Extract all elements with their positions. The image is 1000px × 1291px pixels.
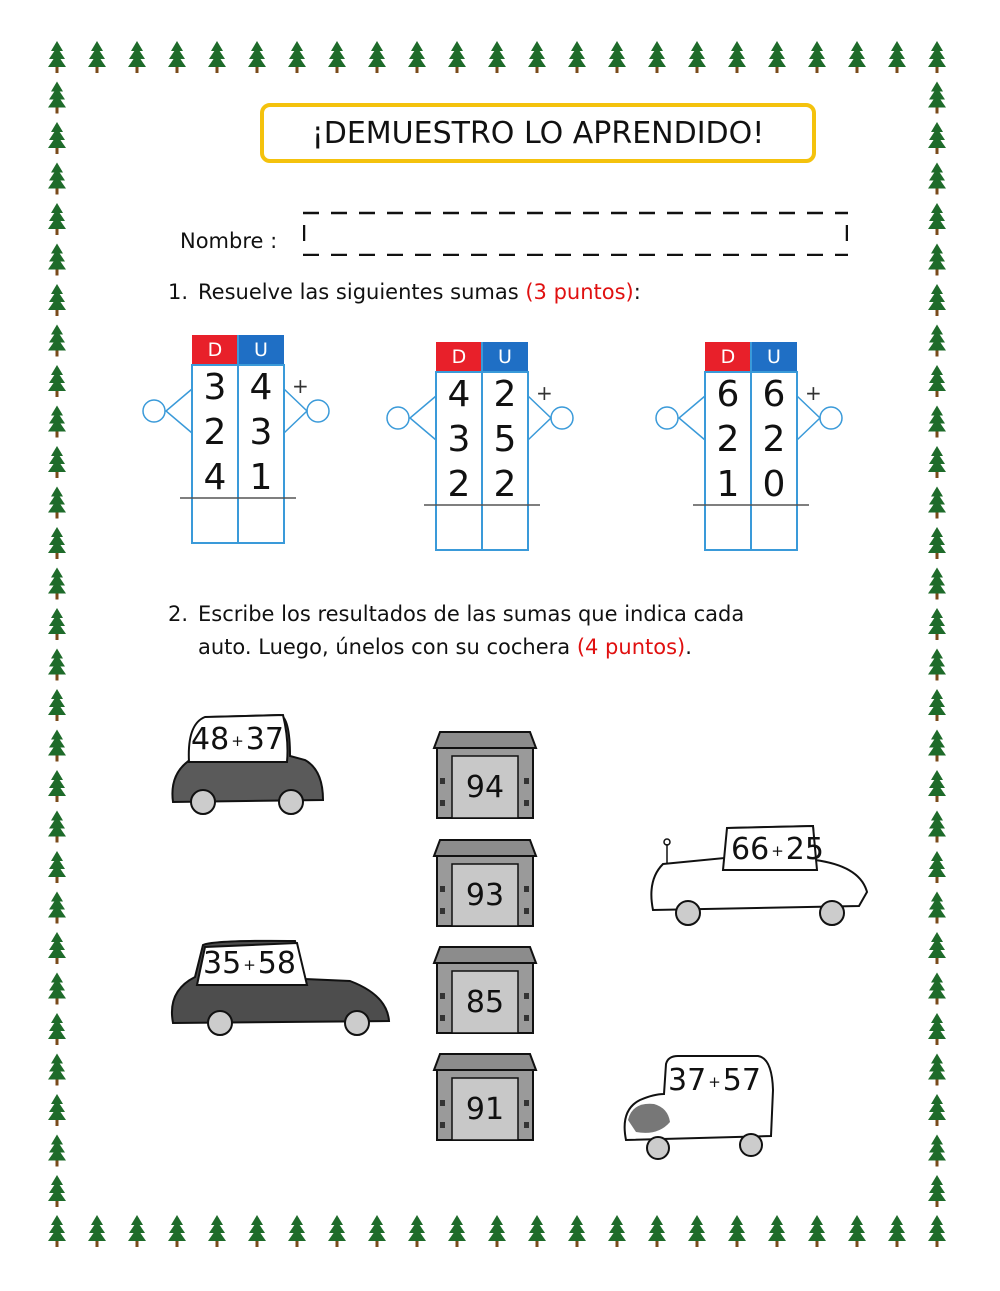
tree-icon — [328, 41, 346, 73]
car-4-a: 37 — [668, 1063, 707, 1098]
sum-table — [192, 335, 309, 545]
tree-icon — [48, 851, 66, 883]
tree-icon — [368, 41, 386, 73]
tree-icon — [928, 973, 946, 1005]
tree-icon — [928, 851, 946, 883]
tree-icon — [928, 163, 946, 195]
question-2-line1: Escribe los resultados de las sumas que indica cada — [198, 602, 745, 626]
tree-icon — [288, 41, 306, 73]
carry-left[interactable] — [387, 396, 436, 440]
question-1-label: Resuelve las siguientes sumas — [198, 280, 526, 304]
answer-units-cell[interactable] — [753, 508, 795, 548]
question-2-line2: auto. Luego, únelos con su cochera — [198, 635, 577, 659]
tree-icon — [48, 203, 66, 235]
units-digit: 2 — [762, 418, 786, 460]
tree-icon — [648, 41, 666, 73]
tree-icon — [928, 689, 946, 721]
tens-header: D — [192, 335, 238, 365]
tens-header: D — [436, 342, 482, 372]
tree-icon — [928, 568, 946, 600]
tens-digit: 3 — [447, 418, 471, 460]
tree-icon — [48, 1175, 66, 1207]
tree-icon — [768, 41, 786, 73]
tree-icon — [48, 973, 66, 1005]
tree-icon — [928, 325, 946, 357]
tree-icon — [928, 730, 946, 762]
tree-icon — [168, 41, 186, 73]
tree-icon — [928, 892, 946, 924]
car-4-b: 57 — [722, 1063, 761, 1098]
tree-icon — [128, 1215, 146, 1247]
tree-icon — [928, 1215, 946, 1247]
tens-digit: 3 — [203, 366, 227, 408]
page-title: ¡DEMUESTRO LO APRENDIDO! — [311, 115, 765, 151]
tree-icon — [48, 244, 66, 276]
tree-icon — [928, 649, 946, 681]
tree-icon — [48, 365, 66, 397]
tree-icon — [48, 284, 66, 316]
answer-units-cell[interactable] — [484, 508, 526, 548]
tree-icon — [928, 487, 946, 519]
tree-icon — [928, 284, 946, 316]
tree-icon — [928, 244, 946, 276]
units-digit: 1 — [249, 456, 273, 498]
tree-icon — [208, 41, 226, 73]
garage-number: 93 — [460, 876, 510, 914]
units-header: U — [751, 342, 797, 372]
tens-digit: 4 — [203, 456, 227, 498]
tree-icon — [808, 1215, 826, 1247]
units-digit: 6 — [762, 373, 786, 415]
tree-icon — [408, 1215, 426, 1247]
tree-icon — [568, 41, 586, 73]
tree-icon — [928, 608, 946, 640]
garage-number: 91 — [460, 1090, 510, 1128]
tree-icon — [368, 1215, 386, 1247]
tree-icon — [928, 770, 946, 802]
tree-icon — [48, 1054, 66, 1086]
sum-table — [705, 342, 822, 552]
tree-icon — [248, 1215, 266, 1247]
tree-icon — [888, 1215, 906, 1247]
units-digit: 0 — [762, 463, 786, 505]
tree-icon — [48, 163, 66, 195]
car-3-a: 35 — [203, 946, 242, 981]
tree-icon — [928, 1094, 946, 1126]
question-1 — [168, 276, 868, 310]
question-2-number: 2. — [168, 602, 189, 626]
tree-icon — [848, 41, 866, 73]
car-1-a: 48 — [191, 722, 230, 757]
tree-icon — [48, 82, 66, 114]
tree-icon — [408, 41, 426, 73]
tree-icon — [928, 406, 946, 438]
plus-icon: + — [536, 381, 553, 405]
nombre-label: Nombre : — [180, 229, 278, 253]
tree-icon — [48, 568, 66, 600]
car-3-label — [203, 946, 296, 981]
tree-icon — [48, 325, 66, 357]
tree-icon — [48, 1135, 66, 1167]
tree-icon — [728, 41, 746, 73]
units-header: U — [482, 342, 528, 372]
tens-header: D — [705, 342, 751, 372]
tens-digit: 2 — [447, 463, 471, 505]
tens-digit: 2 — [716, 418, 740, 460]
tree-icon — [448, 41, 466, 73]
tree-icon — [528, 41, 546, 73]
plus-icon: + — [805, 381, 822, 405]
answer-units-cell[interactable] — [240, 501, 282, 541]
question-2-text — [198, 598, 744, 664]
nombre-input[interactable] — [303, 211, 848, 256]
question-1-points: (3 puntos) — [525, 280, 634, 304]
units-digit: 3 — [249, 411, 273, 453]
tree-icon — [928, 1013, 946, 1045]
units-digit: 5 — [493, 418, 517, 460]
answer-tens-cell[interactable] — [707, 508, 749, 548]
tens-digit: 1 — [716, 463, 740, 505]
page-title-box — [260, 103, 816, 163]
plus-icon: + — [771, 841, 784, 860]
car-2-a: 66 — [731, 832, 770, 867]
tree-icon — [48, 487, 66, 519]
tree-icon — [848, 1215, 866, 1247]
tree-icon — [928, 1135, 946, 1167]
question-2-points: (4 puntos) — [576, 635, 686, 659]
tree-icon — [688, 41, 706, 73]
tree-icon — [688, 1215, 706, 1247]
tree-icon — [568, 1215, 586, 1247]
units-digit: 2 — [493, 463, 517, 505]
tree-icon — [128, 41, 146, 73]
tree-icon — [48, 811, 66, 843]
tree-icon — [928, 41, 946, 73]
tree-icon — [48, 649, 66, 681]
tree-icon — [48, 1013, 66, 1045]
sum-table — [436, 342, 553, 552]
tree-icon — [488, 41, 506, 73]
tree-icon — [48, 770, 66, 802]
question-2-suffix: . — [685, 635, 692, 659]
tree-icon — [648, 1215, 666, 1247]
plus-icon: + — [292, 374, 309, 398]
tree-icon — [928, 365, 946, 397]
tree-icon — [48, 1215, 66, 1247]
carry-left[interactable] — [143, 389, 192, 433]
tree-icon — [248, 41, 266, 73]
tree-icon — [928, 932, 946, 964]
question-1-number: 1. — [168, 280, 189, 304]
question-1-suffix: : — [633, 280, 641, 304]
tree-icon — [48, 730, 66, 762]
tree-icon — [808, 41, 826, 73]
plus-icon: + — [243, 955, 256, 974]
tree-icon — [48, 1094, 66, 1126]
car-2-b: 25 — [785, 832, 824, 867]
units-header: U — [238, 335, 284, 365]
tree-icon — [728, 1215, 746, 1247]
tree-icon — [888, 41, 906, 73]
tree-icon — [928, 122, 946, 154]
tree-icon — [208, 1215, 226, 1247]
tree-icon — [768, 1215, 786, 1247]
tree-icon — [328, 1215, 346, 1247]
tree-icon — [48, 932, 66, 964]
plus-icon: + — [708, 1072, 721, 1091]
car-1-label — [191, 722, 284, 757]
tree-icon — [928, 1175, 946, 1207]
plus-icon: + — [231, 731, 244, 750]
tree-icon — [48, 122, 66, 154]
tree-icon — [928, 527, 946, 559]
car-3-b: 58 — [257, 946, 296, 981]
tree-icon — [928, 1054, 946, 1086]
tree-icon — [168, 1215, 186, 1247]
tree-icon — [928, 446, 946, 478]
tree-icon — [48, 689, 66, 721]
question-1-text — [198, 276, 641, 309]
tree-icon — [88, 1215, 106, 1247]
car-2-label — [731, 832, 824, 867]
tens-digit: 6 — [716, 373, 740, 415]
car-1-b: 37 — [245, 722, 284, 757]
tree-icon — [928, 811, 946, 843]
tree-icon — [928, 203, 946, 235]
tree-icon — [488, 1215, 506, 1247]
answer-tens-cell[interactable] — [438, 508, 480, 548]
tree-icon — [48, 41, 66, 73]
tree-icon — [88, 41, 106, 73]
tree-icon — [448, 1215, 466, 1247]
car-4-label — [668, 1063, 761, 1098]
units-digit: 2 — [493, 373, 517, 415]
answer-tens-cell[interactable] — [194, 501, 236, 541]
tree-icon — [528, 1215, 546, 1247]
tree-icon — [48, 608, 66, 640]
tree-icon — [288, 1215, 306, 1247]
tree-icon — [608, 41, 626, 73]
tree-icon — [608, 1215, 626, 1247]
tens-digit: 4 — [447, 373, 471, 415]
tree-icon — [928, 82, 946, 114]
tree-icon — [48, 406, 66, 438]
question-2 — [168, 598, 868, 668]
carry-left[interactable] — [656, 396, 705, 440]
garage-number: 94 — [460, 768, 510, 806]
tree-icon — [48, 527, 66, 559]
units-digit: 4 — [249, 366, 273, 408]
tree-icon — [48, 446, 66, 478]
tens-digit: 2 — [203, 411, 227, 453]
garage-number: 85 — [460, 983, 510, 1021]
tree-icon — [48, 892, 66, 924]
